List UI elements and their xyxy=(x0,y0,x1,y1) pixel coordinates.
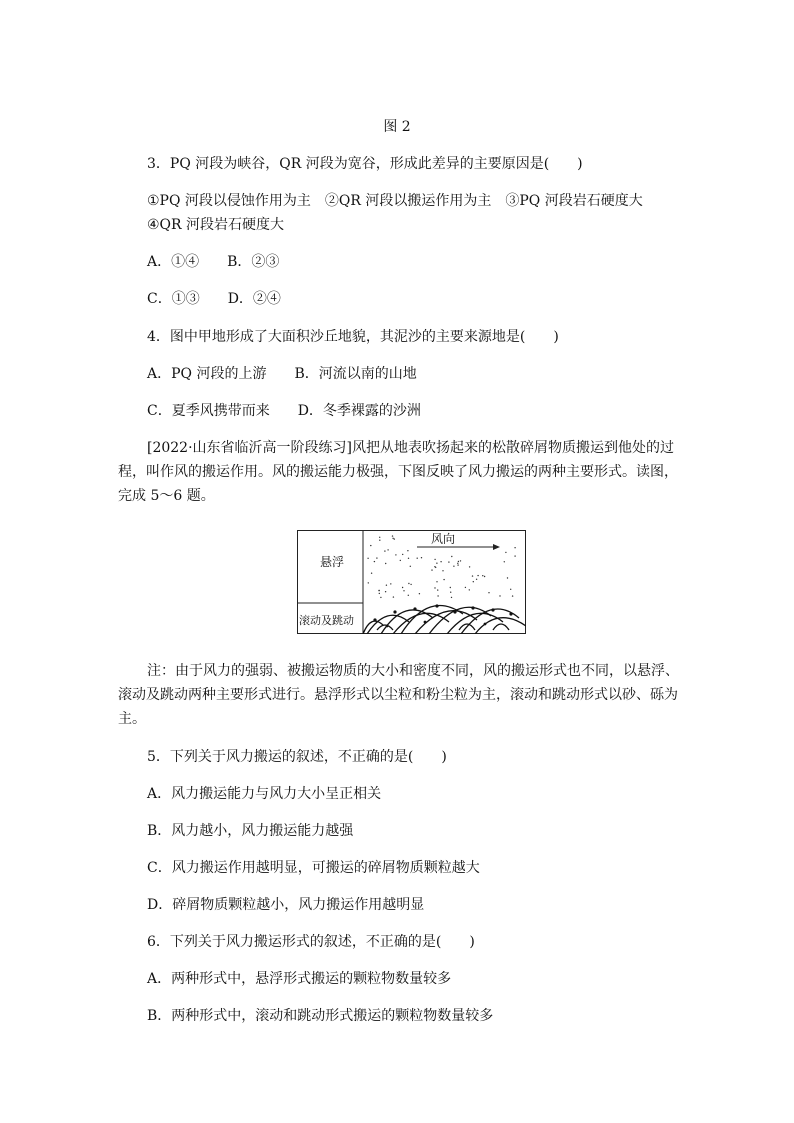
suspended-particle xyxy=(457,563,458,564)
suspended-particle xyxy=(431,569,432,570)
suspended-particle xyxy=(510,589,511,590)
suspended-particle xyxy=(437,595,438,596)
q3-options-cd: C．①③ D．②④ xyxy=(147,291,281,307)
suspended-particle xyxy=(460,560,461,561)
suspended-particle xyxy=(451,597,452,598)
suspended-particle xyxy=(386,585,387,586)
suspension-label: 悬浮 xyxy=(320,555,345,569)
suspended-particle xyxy=(499,595,500,596)
suspended-particle xyxy=(437,589,438,590)
suspended-particle xyxy=(488,592,489,593)
suspended-particle xyxy=(384,550,385,551)
suspended-particle xyxy=(512,595,513,596)
suspended-particle xyxy=(408,595,409,596)
q4-options-ab: A．PQ 河段的上游 B．河流以南的山地 xyxy=(147,366,417,382)
q5-option-b: B．风力越小，风力搬运能力越强 xyxy=(147,823,354,839)
wind-transport-diagram xyxy=(297,530,526,634)
q4-stem: 4．图中甲地形成了大面积沙丘地貌，其泥沙的主要来源地是( ) xyxy=(147,329,559,345)
suspended-particle xyxy=(482,575,483,576)
suspended-particle xyxy=(402,587,403,588)
suspended-particle xyxy=(448,561,449,562)
suspended-particle xyxy=(465,587,466,588)
suspended-particle xyxy=(400,560,401,561)
suspended-particle xyxy=(379,540,380,541)
suspended-particle xyxy=(370,545,371,546)
suspended-particle xyxy=(457,564,458,565)
suspended-particle xyxy=(392,538,393,539)
suspended-particle xyxy=(469,566,470,567)
suspended-particle xyxy=(477,575,478,576)
suspended-particle xyxy=(367,558,368,559)
suspended-particle xyxy=(504,561,505,562)
suspended-particle xyxy=(408,558,409,559)
suspended-particle xyxy=(403,590,404,591)
suspended-particle xyxy=(392,535,393,536)
suspended-particle xyxy=(472,575,473,576)
suspended-particle xyxy=(514,555,515,556)
intro-line1: [2022·山东省临沂高一阶段练习]风把从地表吹扬起来的松散碎屑物质搬运到他处的过 xyxy=(147,440,675,456)
suspended-particle xyxy=(451,556,452,557)
q5-option-d: D．碎屑物质颗粒越小，风力搬运作用越明显 xyxy=(147,897,425,913)
suspended-particle xyxy=(371,573,372,574)
suspended-particle xyxy=(410,566,411,567)
suspended-particle xyxy=(402,554,403,555)
suspended-particle xyxy=(476,579,477,580)
suspended-particle xyxy=(458,561,459,562)
suspended-particle xyxy=(390,583,391,584)
suspended-particle xyxy=(376,557,377,558)
suspended-particle xyxy=(450,587,451,588)
q3-stem: 3．PQ 河段为峡谷，QR 河段为宽谷，形成此差异的主要原因是( ) xyxy=(147,156,583,172)
suspended-particle xyxy=(443,579,444,580)
q6-option-b: B．两种形式中，滚动和跳动形式搬运的颗粒物数量较多 xyxy=(147,1008,494,1024)
suspended-particle xyxy=(484,576,485,577)
suspended-particle xyxy=(436,581,437,582)
suspended-particle xyxy=(440,561,441,562)
suspended-particle xyxy=(378,590,379,591)
q5-stem: 5．下列关于风力搬运的叙述，不正确的是( ) xyxy=(147,749,447,765)
suspended-particle xyxy=(442,570,443,571)
figure-2-caption: 图 2 xyxy=(383,119,411,135)
suspended-particle xyxy=(374,561,375,562)
suspended-particle xyxy=(387,549,388,550)
suspended-particle xyxy=(434,566,435,567)
wind-direction-label: 风向 xyxy=(431,532,456,546)
suspended-particle xyxy=(395,554,396,555)
q6-option-a: A．两种形式中，悬浮形式搬运的颗粒物数量较多 xyxy=(147,971,452,987)
note-line3: 主。 xyxy=(118,711,146,727)
suspended-particle xyxy=(379,537,380,538)
rolling-saltation-label: 滚动及跳动 xyxy=(299,614,354,627)
suspended-particle xyxy=(417,558,418,559)
suspended-particle xyxy=(473,581,474,582)
q3-statements-line1: ①PQ 河段以侵蚀作用为主 ②QR 河段以搬运作用为主 ③PQ 河段岩石硬度大 xyxy=(147,193,643,209)
suspended-particle xyxy=(434,559,435,560)
intro-line2: 程，叫作风的搬运作用。风的搬运能力极强，下图反映了风力搬运的两种主要形式。读图， xyxy=(118,464,678,480)
suspended-particle xyxy=(380,597,381,598)
suspended-particle xyxy=(407,550,408,551)
suspended-particle xyxy=(368,582,369,583)
note-line1: 注：由于风力的强弱、被搬运物质的大小和密度不同，风的搬运形式也不同，以悬浮、 xyxy=(147,663,679,679)
suspended-particle xyxy=(410,584,411,585)
suspended-particle xyxy=(453,566,454,567)
suspended-particle xyxy=(507,577,508,578)
suspended-particle xyxy=(450,592,451,593)
suspended-particle xyxy=(408,583,409,584)
suspended-particle xyxy=(514,547,515,548)
suspended-particle xyxy=(469,589,470,590)
q3-options-ab: A．①④ B．②③ xyxy=(147,254,280,270)
suspended-particle xyxy=(385,563,386,564)
q3-statements-line2: ④QR 河段岩石硬度大 xyxy=(147,217,285,233)
suspended-particle xyxy=(421,557,422,558)
q5-option-a: A．风力搬运能力与风力大小呈正相关 xyxy=(147,786,382,802)
suspended-particle xyxy=(393,596,394,597)
suspended-particle xyxy=(436,563,437,564)
intro-line3: 完成 5～6 题。 xyxy=(118,488,215,504)
suspended-particle xyxy=(379,593,380,594)
q5-option-c: C．风力搬运作用越明显，可搬运的碎屑物质颗粒越大 xyxy=(147,860,480,876)
suspended-particle xyxy=(505,552,506,553)
suspended-particle xyxy=(434,587,435,588)
q4-options-cd: C．夏季风携带而来 D．冬季裸露的沙洲 xyxy=(147,403,421,419)
suspended-particle xyxy=(394,538,395,539)
suspended-particle xyxy=(419,593,420,594)
q6-stem: 6．下列关于风力搬运形式的叙述，不正确的是( ) xyxy=(147,934,475,950)
suspended-particle xyxy=(385,591,386,592)
note-line2: 滚动及跳动两种主要形式进行。悬浮形式以尘粒和粉尘粒为主，滚动和跳动形式以砂、砾为 xyxy=(118,687,678,703)
